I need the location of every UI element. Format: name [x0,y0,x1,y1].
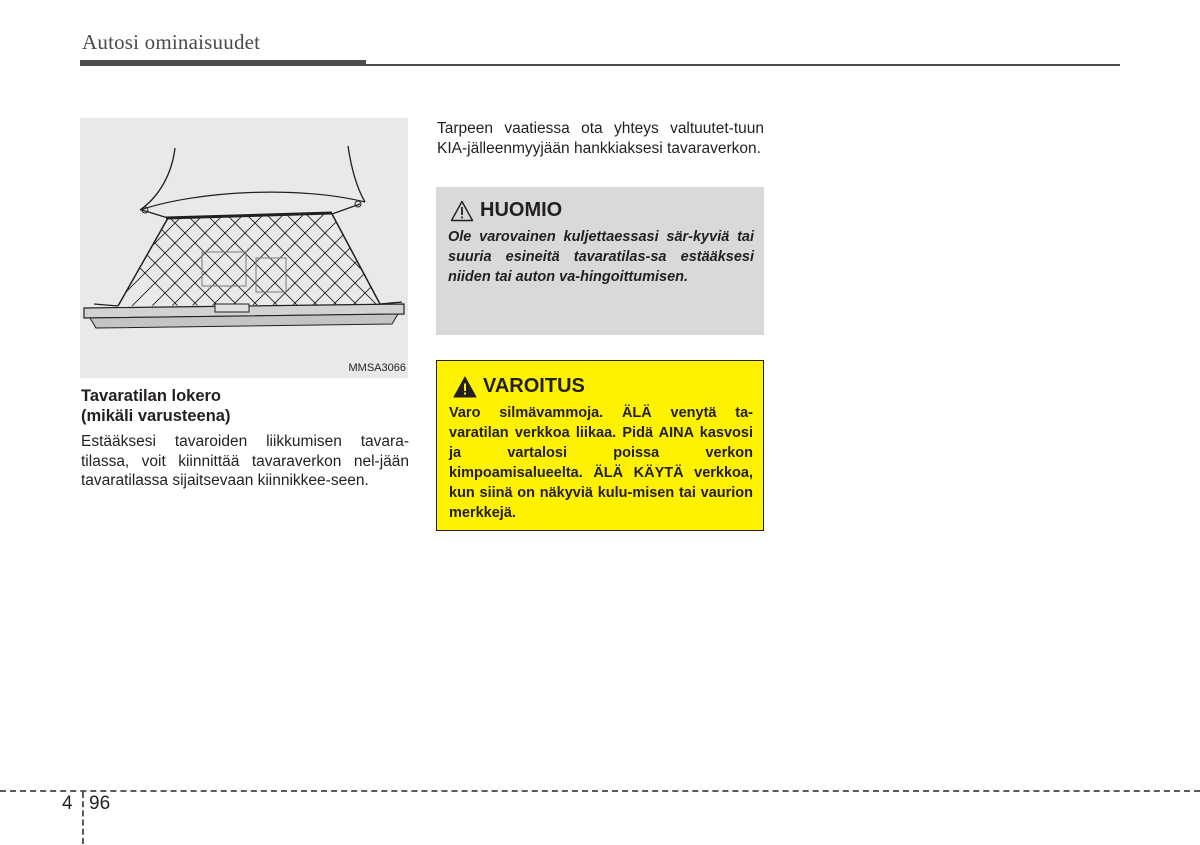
cargo-net-illustration [80,118,408,378]
chapter-number: 4 [62,793,73,814]
section-heading-line1: Tavaratilan lokero [81,387,222,405]
caution-box [436,187,764,335]
page-number: 96 [89,793,111,814]
header-rule-thick [80,60,366,66]
section-heading [81,386,411,426]
warning-box [436,360,764,531]
header-rule-thin [366,64,1120,66]
dealer-contact-text: Tarpeen vaatiessa ota yhteys valtuutet-tuun KIA-jälleenmyyjään hankkiaksesi tavaraverkon. [437,120,764,157]
caution-text: Ole varovainen kuljettaessasi sär-kyviä tai suuria esineitä tavaratilas-sa estääksesi niiden tai auton va-hingoittumisen. [448,229,754,285]
footer-divider [82,792,84,844]
figure-code: MMSA3066 [348,362,406,374]
caution-title-label: HUOMIO [480,199,563,221]
footer-rule [0,790,1200,792]
page-header-title: Autosi ominaisuudet [82,30,261,54]
cargo-net-drawing [80,118,408,378]
caution-title [450,199,562,222]
caution-triangle-icon [450,200,474,222]
warning-text: Varo silmävammoja. ÄLÄ venytä ta-varatilan verkkoa liikaa. Pidä AINA kasvosi ja vartalosi poissa verkon kimpoamisalueelta. ÄLÄ KÄYTÄ verkkoa, kun siinä on näkyviä kulu-misen tai vaurion merkkejä. [449,405,753,521]
warning-title-label: VAROITUS [483,375,585,397]
section-body-text: Estääksesi tavaroiden liikkumisen tavara-tilassa, voit kiinnittää tavaraverkon nel-jään tavaratilassa sijaitsevaan kiinnikkee-seen. [81,433,409,489]
section-heading-line2: (mikäli varusteena) [81,407,231,425]
warning-triangle-icon [453,376,477,398]
warning-title [453,375,585,398]
